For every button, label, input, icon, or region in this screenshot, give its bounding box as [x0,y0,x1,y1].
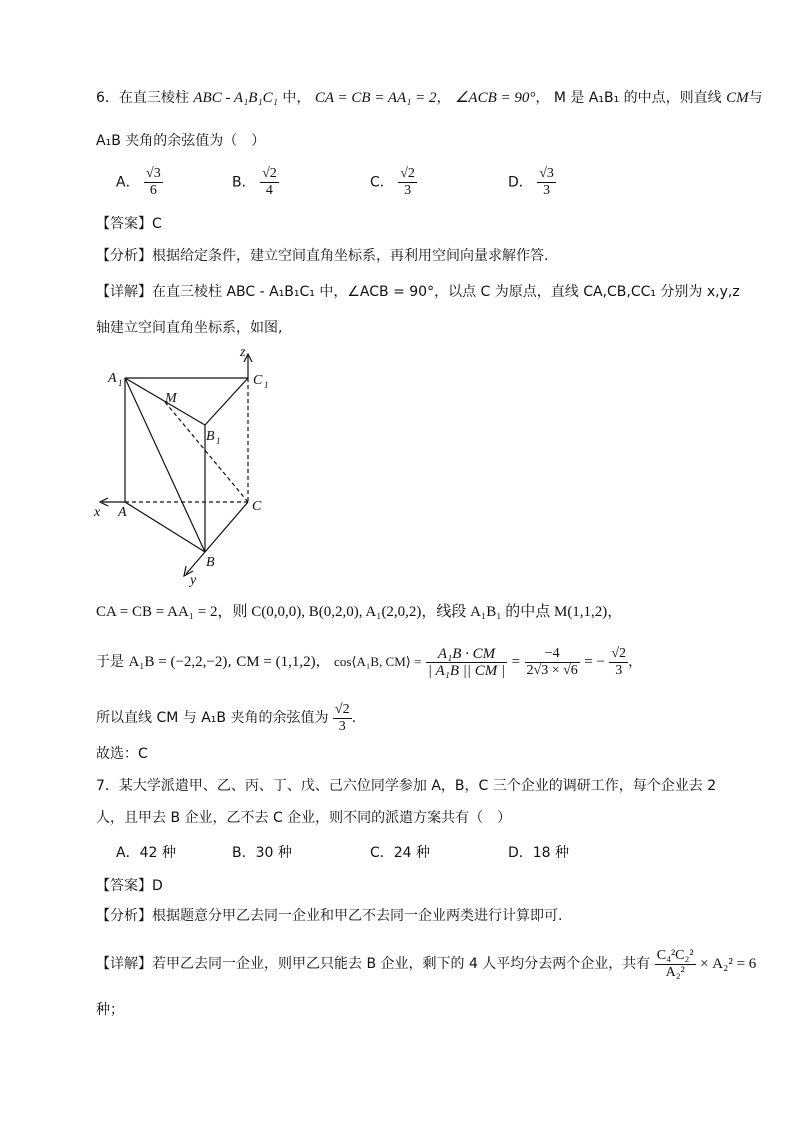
q6-cos-num1: A₁B · CM [426,646,507,663]
q6-option-c-den: 3 [404,183,412,198]
q6-concl-num: √2 [334,701,350,717]
label-y: y [190,573,197,588]
q6-answer-tag: 【答案】 [96,216,152,232]
label-c1-sub: 1 [264,380,269,390]
q6-detail-tag: 【详解】 [96,284,152,300]
q7-last: 种； [96,1002,124,1018]
q6-concl-den: 3 [338,718,346,734]
q6-analysis-line [96,246,548,266]
q6-coords: CA = CB = AA₁ = 2，则 C(0,0,0), B(0,2,0), A₁(2,0,2)，线段 A₁B₁ 的中点 M(1,1,2)， [96,604,623,620]
q6-condition: CA = CB = AA₁ = 2 [314,90,437,106]
q6-conclusion: 所以直线 CM 与 A₁B 夹角的余弦值为 [96,710,329,726]
q6-option-d-num: √3 [539,166,554,181]
q6-prism: ABC - A₁B₁C₁ [193,90,278,106]
q6-conclusion-line: 所以直线 CM 与 A₁B 夹角的余弦值为 $\frac{√2}{3}$ . [96,701,357,734]
label-a1-sub: 1 [118,378,123,388]
q6-option-a-label: A． [116,174,140,191]
q6-option-d-label: D． [508,174,533,191]
q6-detail-line1 [96,282,740,302]
q6-number: 6．在直三棱柱 [96,90,189,106]
q6-cos-result-num: √2 [611,645,627,661]
q6-cos-label: cos⟨A₁B, CM⟩ = [334,654,422,669]
q7-detail-line [96,946,756,982]
label-b1: B [206,429,215,444]
q6-option-b-frac [260,166,279,199]
label-a: A [118,505,127,520]
q6-option-d-den: 3 [543,183,551,198]
q6-detail-line2: 轴建立空间直角坐标系，如图, [96,320,283,336]
q6-option-b-den: 4 [265,183,273,198]
q6-cos-num2: −4 [525,646,580,663]
q7-option-a: A．42 种 [116,845,176,861]
q6-cos-den2: 2√3 × √6 [526,662,578,678]
q7-stem-line2: 人，且甲去 B 企业，乙不去 C 企业，则不同的派遣方案共有（ ） [96,810,512,826]
segment-cm [165,402,248,502]
q6-option-c-label: C． [370,174,394,191]
q6-coords-line [96,602,622,622]
q7-option-c: C．24 种 [370,845,431,861]
q6-cos-frac2 [525,646,580,679]
q6-yu: 与 [748,90,763,106]
q6-option-a [116,166,163,199]
q6-stem-line1: 6．在直三棱柱 ABC - A₁B₁C₁ 中， CA = CB = AA₁ = 2， ∠ACB = 90°， M 是 A₁B₁ 的中点，则直线 CM与 [96,90,763,106]
q7-option-b: B．30 种 [232,845,292,861]
q6-option-c [370,166,417,199]
q6-detail-text1: 在直三棱柱 ABC - A₁B₁C₁ 中，∠ACB = 90°，以点 C 为原点，直线 CA,CB,CC₁ 分别为 x,y,z [152,284,740,300]
q6-choose: 故选：C [96,746,148,762]
q6-cos-result-den: 3 [615,662,623,678]
q6-option-b-num: √2 [262,166,277,181]
edge-bc [205,502,248,552]
label-a1: A [108,371,117,386]
q6-cos-den1: | A₁B || CM | [427,662,506,679]
q7-comb-rest: × A₂² = 6 [700,956,757,972]
q6-vec-a1b: A₁B = (−2,2,−2) [128,654,228,670]
q7-analysis-tag: 【分析】 [96,908,152,924]
q7-answer-tag: 【答案】 [96,878,152,894]
q7-answer-line [96,876,163,896]
q6-option-d [508,166,556,199]
q6-option-a-num: √3 [146,166,161,181]
q6-option-c-frac [398,166,417,199]
q7-option-d: D．18 种 [508,845,570,861]
q7-answer: D [152,878,163,894]
q6-cos-sign: = − [584,654,605,670]
q6-stem-line2: A₁B 夹角的余弦值为（ ） [96,133,266,149]
label-x: x [94,505,101,520]
q7-analysis: 根据题意分甲乙去同一企业和甲乙不去同一企业两类进行计算即可. [152,908,563,924]
q6-analysis-tag: 【分析】 [96,248,152,264]
q6-cos-result [609,646,628,679]
q6-angle: ∠ACB = 90° [454,90,536,106]
q6-option-d-frac [537,166,556,199]
q6-vec-cm: CM = (1,1,2) [236,654,316,670]
q6-option-a-frac [144,166,163,199]
label-m: M [165,391,177,406]
y-axis [186,552,205,574]
q7-comb-den: A₂² [665,964,685,980]
label-c1: C [253,373,263,388]
label-c: C [252,499,262,514]
q7-comb-num: C₄²C₂² [656,947,694,963]
q6-option-a-den: 6 [149,183,157,198]
prism-figure [90,340,290,590]
q6-option-b [232,166,279,199]
q7-detail-text: 若甲乙去同一企业，则甲乙只能去 B 企业，剩下的 4 人平均分去两个企业，共有 [152,956,651,972]
edge-c1b1 [205,378,248,425]
q7-comb-frac [655,948,696,981]
q6-vec-prefix: 于是 [96,654,124,670]
q6-vector-line: 于是 A₁B = (−2,2,−2), CM = (1,1,2)， cos⟨A₁B, CM⟩ = $\frac{\text{A₁B · CM}}{\text{| A₁B || CM |}}$ = $\frac{-4}{2√3 \times √6}$ = − $\frac{√2}{3}$ ， [96,645,643,679]
q6-mid1: 中， [282,90,311,106]
q6-option-c-num: √2 [400,166,415,181]
q7-stem-line1: 7．某大学派遣甲、乙、丙、丁、戊、己六位同学参加 A，B，C 三个企业的调研工作，每个企业去 2 [96,778,717,794]
q6-analysis: 根据给定条件，建立空间直角坐标系，再利用空间向量求解作答. [152,248,549,264]
q6-answer: C [152,216,162,232]
q7-analysis-line [96,906,562,926]
q6-m-part: M 是 A₁B₁ 的中点，则直线 [553,90,722,106]
q6-cos-frac1 [426,646,507,679]
label-b: B [206,555,215,570]
q6-cm: CM [726,90,749,106]
q6-answer-line [96,214,162,234]
q7-detail-tag: 【详解】 [96,956,152,972]
label-b1-sub: 1 [216,436,221,446]
q6-conclusion-frac [333,702,352,735]
label-z: z [240,345,246,360]
q6-option-b-label: B． [232,174,256,191]
